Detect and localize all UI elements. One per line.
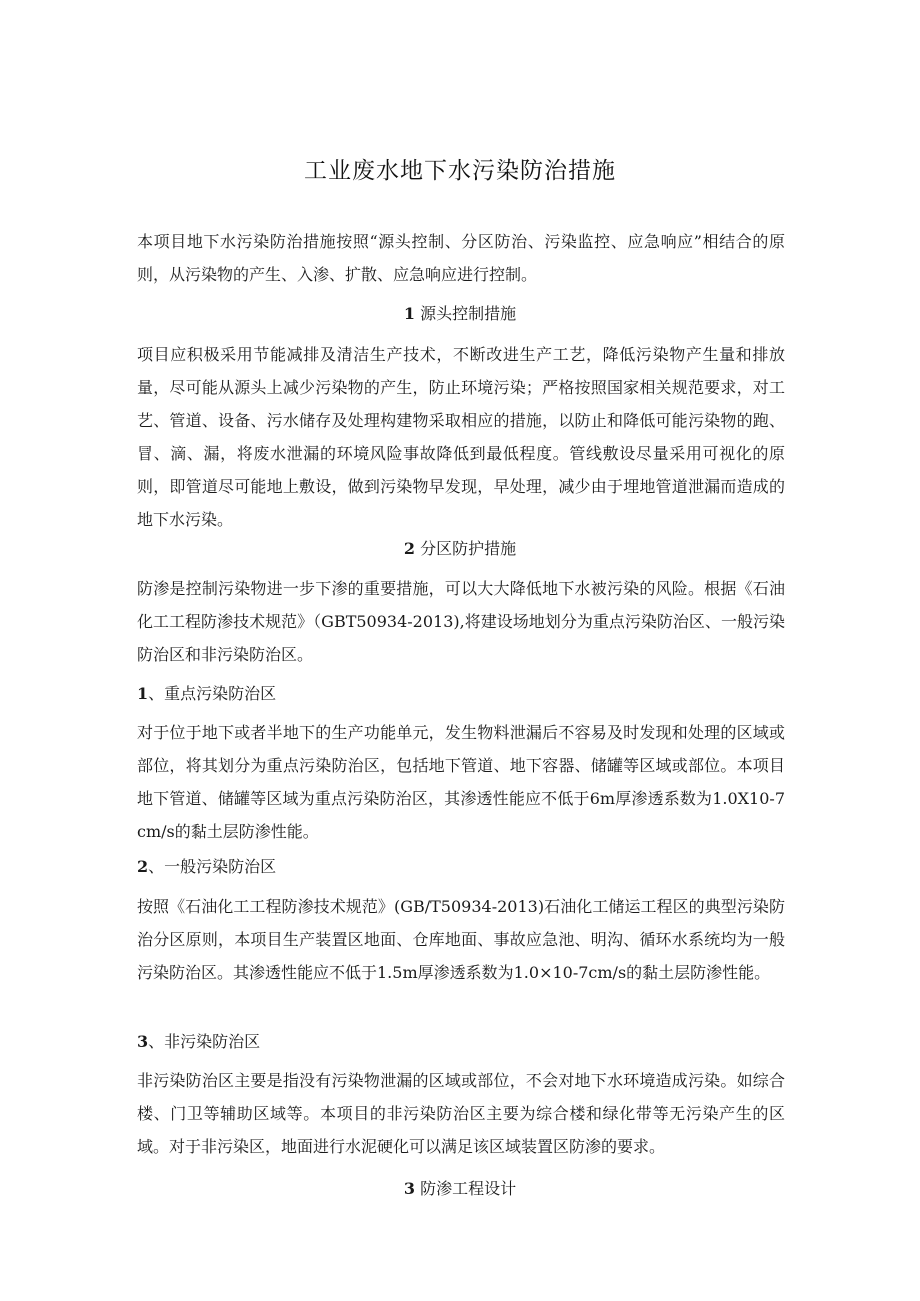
- zone-2-heading: [137, 855, 276, 879]
- zone-3-body: 非污染防治区主要是指没有污染物泄漏的区域或部位，不会对地下水环境造成污染。如综合楼、门卫等辅助区域等。本项目的非污染防治区主要为综合楼和绿化带等无污染产生的区域。对于非污染区，地面进行水泥硬化可以满足该区域装置区防渗的要求。: [137, 1071, 785, 1156]
- zone-1-number: 1: [137, 684, 149, 703]
- section-3-title: 防渗工程设计: [420, 1179, 517, 1198]
- zone-1-body: 对于位于地下或者半地下的生产功能单元，发生物料泄漏后不容易及时发现和处理的区域或部位，将其划分为重点污染防治区，包括地下管道、地下容器、储罐等区域或部位。本项目地下管道、储罐等区域为重点污染防治区，其渗透性能应不低于6m厚渗透系数为1.0X10-7cm∕s的黏土层防渗性能。: [137, 723, 785, 841]
- section-1-body: 项目应积极采用节能减排及清洁生产技术，不断改进生产工艺，降低污染物产生量和排放量，尽可能从源头上减少污染物的产生，防止环境污染；严格按照国家相关规范要求，对工艺、管道、设备、污水储存及处理构建物采取相应的措施，以防止和降低可能污染物的跑、冒、滴、漏，将废水泄漏的环境风险事故降低到最低程度。管线敷设尽量采用可视化的原则，即管道尽可能地上敷设，做到污染物早发现，早处理，减少由于埋地管道泄漏而造成的地下水污染。: [137, 345, 785, 529]
- section-2-heading: [0, 537, 920, 561]
- section-1-number: 1: [403, 304, 416, 323]
- section-3-number: 3: [403, 1179, 416, 1198]
- section-1-heading: [0, 302, 920, 326]
- zone-2-body: 按照《石油化工工程防渗技术规范》(GB/T50934-2013)石油化工储运工程区的典型污染防治分区原则，本项目生产装置区地面、仓库地面、事故应急池、明沟、循环水系统均为一般污染防治区。其渗透性能应不低于1.5m厚渗透系数为1.0×10-7cm∕s的黏土层防渗性能。: [137, 897, 785, 982]
- intro-paragraph: 本项目地下水污染防治措施按照“源头控制、分区防治、污染监控、应急响应”相结合的原则，从污染物的产生、入渗、扩散、应急响应进行控制。: [137, 232, 785, 284]
- section-2-title: 分区防护措施: [420, 539, 517, 558]
- zone-1-heading: [137, 682, 276, 706]
- document-title: 工业废水地下水污染防治措施: [304, 158, 616, 184]
- section-2-body: 防渗是控制污染物进一步下渗的重要措施，可以大大降低地下水被污染的风险。根据《石油化工工程防渗技术规范》（GBT50934-2013),将建设场地划分为重点污染防治区、一般污染防治区和非污染防治区。: [137, 579, 785, 664]
- section-1-title: 源头控制措施: [420, 304, 517, 323]
- section-3-heading: [0, 1177, 920, 1201]
- zone-3-title: 、非污染防治区: [148, 1032, 261, 1051]
- section-2-number: 2: [403, 539, 416, 558]
- zone-1-title: 、重点污染防治区: [148, 684, 277, 703]
- zone-2-number: 2: [137, 857, 149, 876]
- zone-3-number: 3: [137, 1032, 149, 1051]
- zone-2-title: 、一般污染防治区: [148, 857, 277, 876]
- zone-3-heading: [137, 1030, 260, 1054]
